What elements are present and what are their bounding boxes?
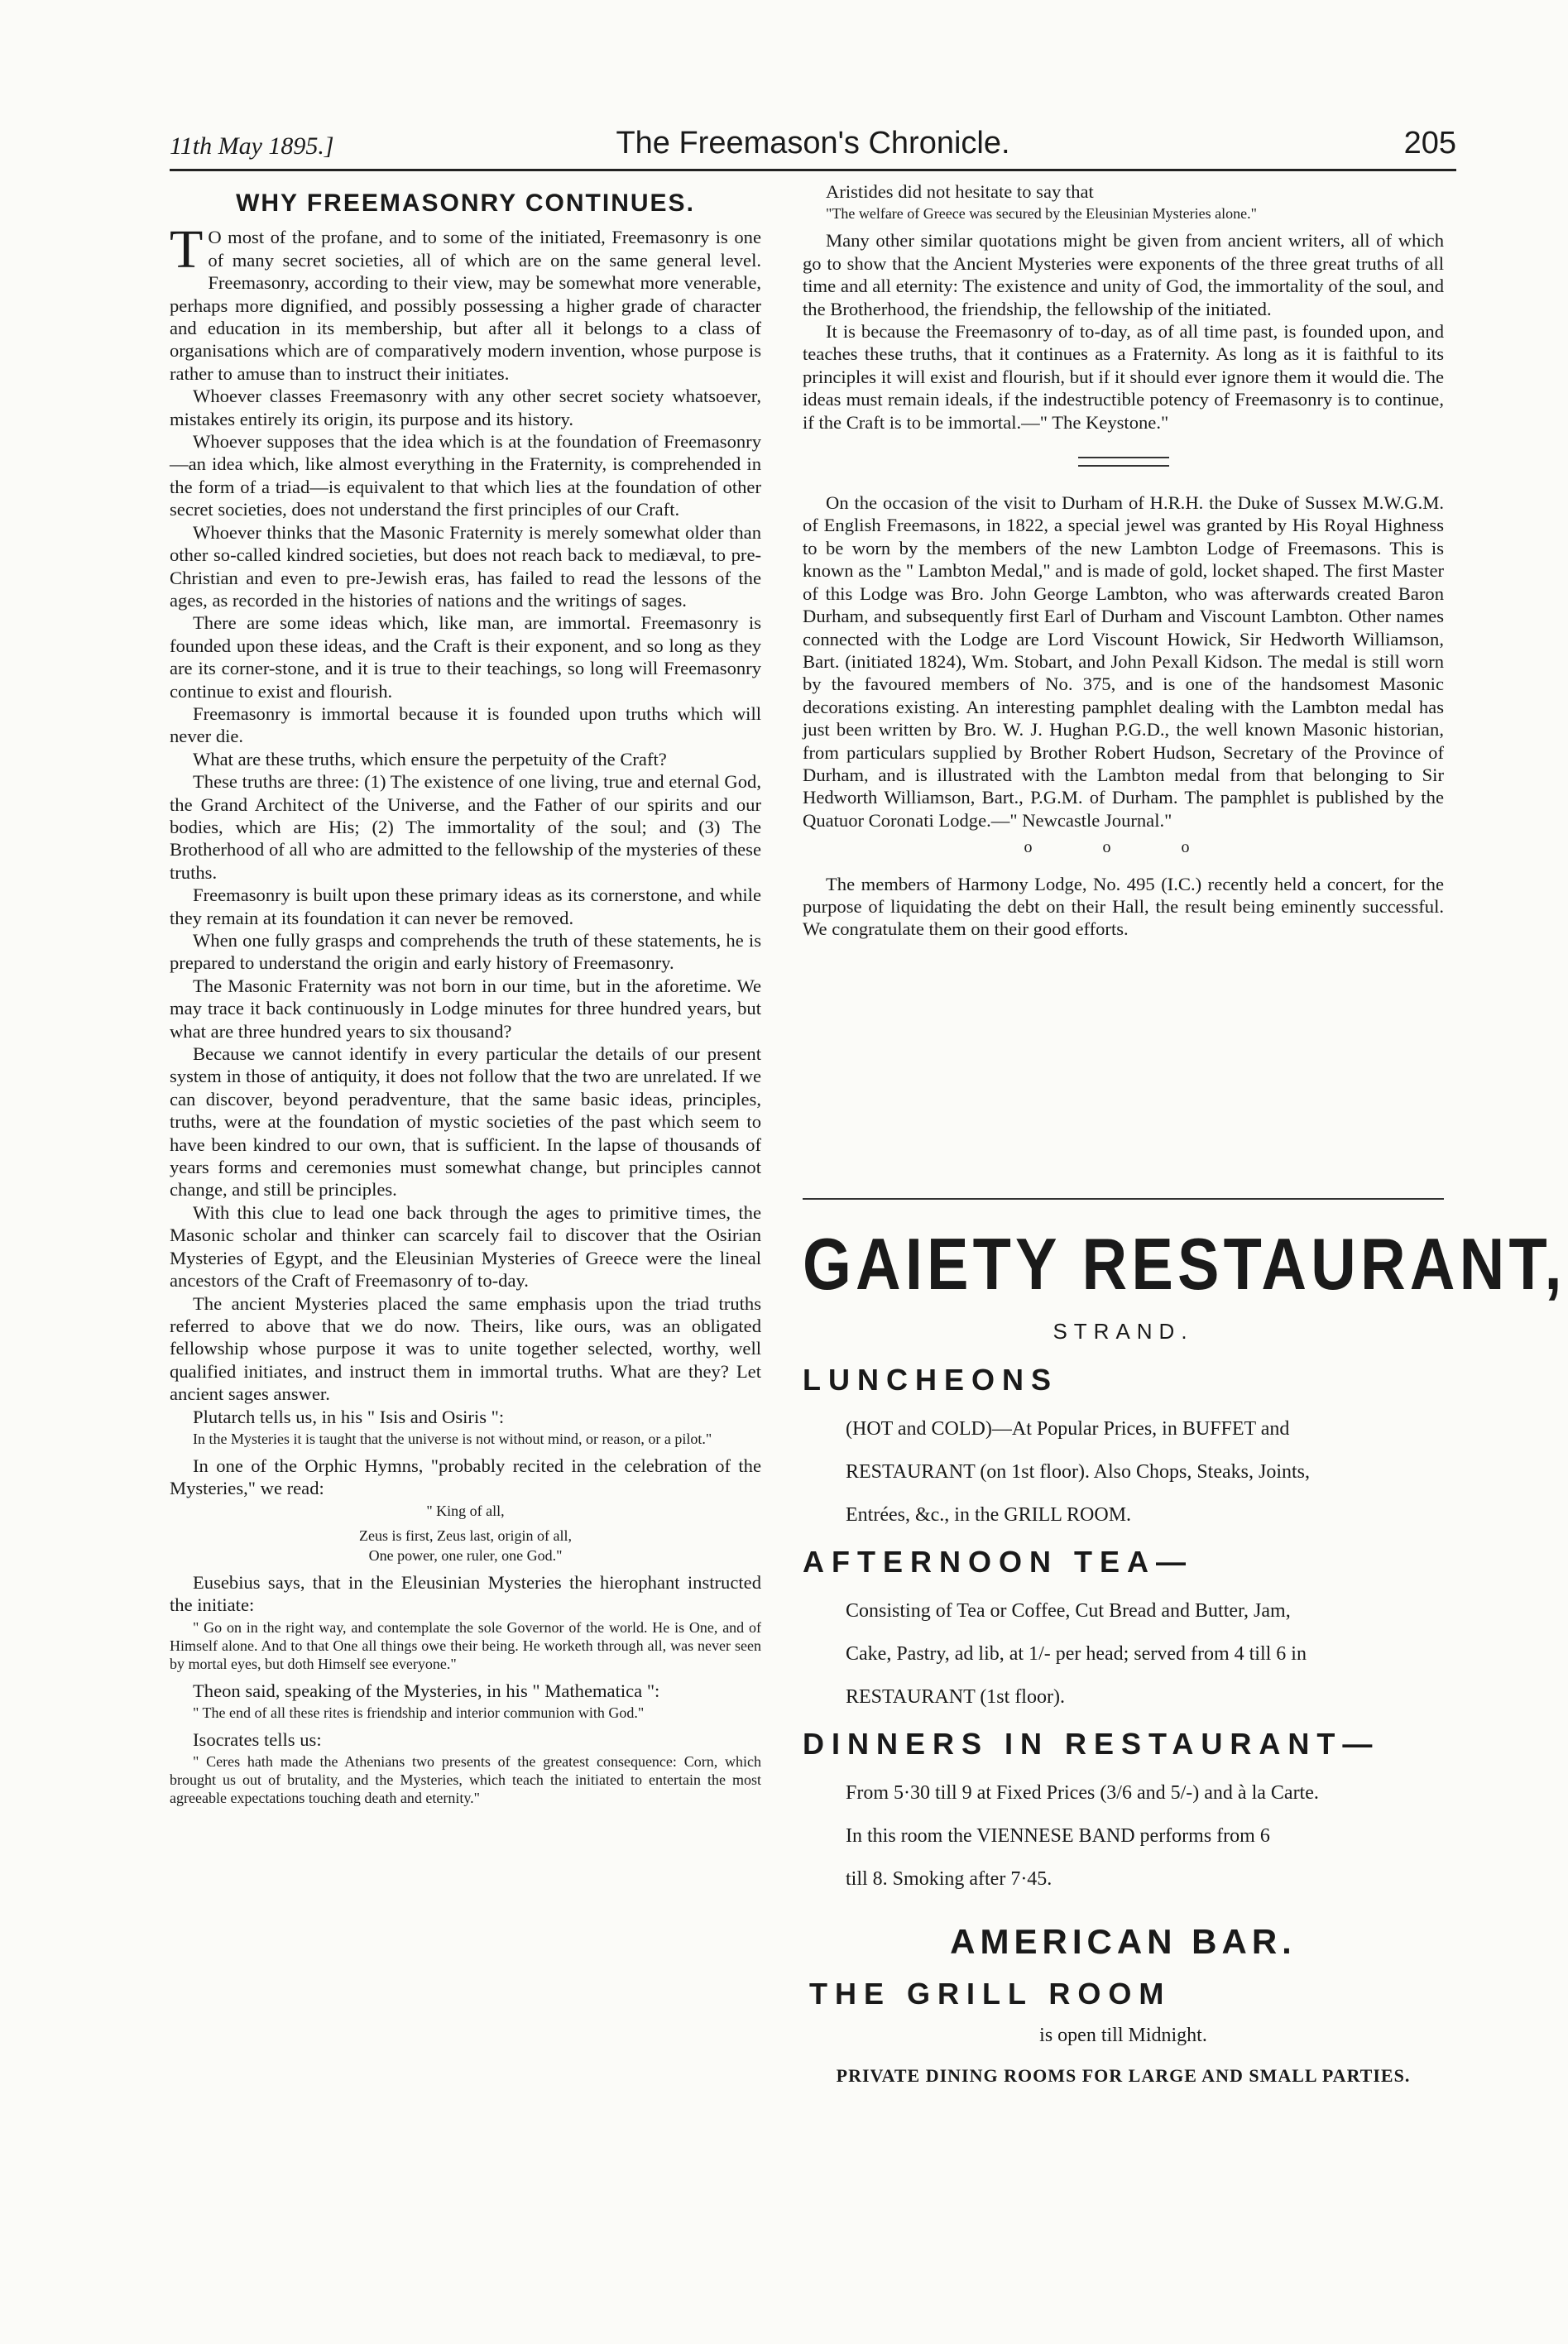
article-paragraph: Eusebius says, that in the Eleusinian Mysteries the hierophant instructed the initiate: [170,1571,761,1616]
block-quote: In the Mysteries it is taught that the universe is not without mind, or reason, or a pilot." [193,1430,712,1447]
advert-title: GAIETY RESTAURANT, [803,1223,1566,1305]
verse-line: One power, one ruler, one God." [368,1546,563,1564]
article-paragraph: In one of the Orphic Hymns, "probably recited in the celebration of the Mysteries," we read: [170,1455,761,1499]
article-paragraph: Whoever supposes that the idea which is at the foundation of Freemasonry—an idea which, like almost everything in the Fraternity, is comprehended in the form of a triad—is equivalent to that which lies at the foundation of other secret societies, does not understand the first principles of our Craft. [170,431,761,520]
article-paragraph: Whoever thinks that the Masonic Fraternity is merely somewhat older than other so-called kindred societies, but does not reach back to mediæval, to pre-Christian and even to pre-Jewish eras, has failed to read the lessons of the ages, as recorded in the histories of nations and the writings of sages. [170,521,761,611]
block-quote: " Ceres hath made the Athenians two presents of the greatest consequence: Corn, which brought us out of brutality, and the Mysteries, which teach the initiated to entertain the most agreeable expectations touching death and eternity." [170,1753,761,1807]
article-paragraph: There are some ideas which, like man, are immortal. Freemasonry is founded upon these ideas, and the Craft is their exponent, and so long as they are its corner-stone, and it is true to their teachings, so long will Freemasonry continue to exist and flourish. [170,612,761,702]
advert-line: (HOT and COLD)—At Popular Prices, in BUFFET and [846,1418,1290,1440]
verse-line: " King of all, [426,1502,505,1519]
newspaper-title: The Freemason's Chronicle. [616,126,1010,161]
advert-line: till 8. Smoking after 7·45. [846,1868,1053,1890]
article-paragraph: It is because the Freemasonry of to-day, as of all time past, is founded upon, and teaches these truths, that it continues as a Fraternity. As long as it is faithful to its principles it will exist and flourish, but if it should ever ignore them it would die. The ideas must remain ideals, if the indestructible potency of Freemasonry is to continue, if the Craft is to be immortal.—" The Keystone." [803,321,1444,433]
left-column-article [170,189,761,1814]
article-paragraph: Plutarch tells us, in his " Isis and Osiris ": [193,1406,505,1427]
article-title: WHY FREEMASONRY CONTINUES. [236,189,695,217]
article-paragraph: The Masonic Fraternity was not born in our time, but in the aforetime. We may trace it back continuously in Lodge minutes for three hundred years, but what are three hundred years to six thousand? [170,975,761,1042]
block-quote: "The welfare of Greece was secured by the Eleusinian Mysteries alone." [826,205,1257,223]
advert-line: In this room the VIENNESE BAND performs from 6 [846,1825,1270,1847]
dot-separator: o o o [1024,838,1223,857]
article-paragraph: Whoever classes Freemasonry with any other secret society whatsoever, mistakes entirely its origin, its purpose and its history. [170,386,761,429]
page-number: 205 [1403,126,1456,161]
header-rule [170,169,1456,171]
advert-body-tea [846,1589,1444,1718]
article-paragraph: Isocrates tells us: [193,1728,322,1750]
article-paragraph: With this clue to lead one back through the ages to primitive times, the Masonic scholar and thinker can scarcely fail to discover that the Osirian Mysteries of Egypt, and the Eleusinian Mysteries of Greece were the lineal ancestors of the Craft of Freemasonry of to-day. [170,1201,761,1292]
advert-private-rooms: PRIVATE DINING ROOMS FOR LARGE AND SMALL PARTIES. [836,2065,1411,2086]
article-paragraph: What are these truths, which ensure the perpetuity of the Craft? [193,748,667,769]
advert-body-dinners [846,1771,1444,1901]
advert-heading-grill-room: THE GRILL ROOM [809,1977,1172,2011]
advert-line: RESTAURANT (on 1st floor). Also Chops, Steaks, Joints, [846,1461,1310,1483]
advert-line: Entrées, &c., in the GRILL ROOM. [846,1504,1132,1526]
article-paragraph: Theon said, speaking of the Mysteries, in his " Mathematica ": [193,1680,660,1701]
right-column-articles [803,180,1444,941]
advert-heading-luncheons: LUNCHEONS [803,1363,1059,1397]
advert-heading-dinners: DINNERS IN RESTAURANT— [803,1727,1380,1761]
article-paragraph: Because we cannot identify in every particular the details of our present system in those of antiquity, it does not follow that the two are unrelated. If we can discover, beyond peradventure, that the same basic ideas, principles, truths, were at the foundation of mystic societies of the past which seem to have been kindred to our own, that is sufficient. In the lapse of thousands of years forms and ceremonies must somewhat change, but principles cannot change, and still be principles. [170,1043,761,1201]
article-paragraph: Many other similar quotations might be given from ancient writers, all of which go to show that the Ancient Mysteries were exponents of the three great truths of all time and all eternity: The existence and unity of God, the immortality of the soul, and the Brotherhood, the friendship, the fellowship of the initiated. [803,230,1444,319]
article-paragraph: The ancient Mysteries placed the same emphasis upon the triad truths referred to above that we do now. Theirs, like ours, was an obligated fellowship whose purpose it was to unite together selected, worthy, well qualified initiates, and instruct them in immortal truths. What are they? Let ancient sages answer. [170,1292,761,1405]
advert-line: RESTAURANT (1st floor). [846,1686,1065,1708]
verse-line: Zeus is first, Zeus last, origin of all, [359,1527,572,1544]
article-paragraph: Aristides did not hesitate to say that [826,181,1094,202]
advert-heading-tea: AFTERNOON TEA— [803,1545,1193,1579]
article-paragraph: These truths are three: (1) The existence of one living, true and eternal God, the Grand Architect of the Universe, and the Father of our spirits and our bodies, which are His; (2) The immortality of the soul; and (3) The Brotherhood of all who are admitted to the fellowship of the mysteries of these truths. [170,771,761,883]
issue-date: 11th May 1895.] [170,132,334,160]
block-quote: " The end of all these rites is friendship and interior communion with God." [193,1704,645,1721]
advert-grill-hours: is open till Midnight. [1039,2025,1207,2046]
advert-line: Consisting of Tea or Coffee, Cut Bread and Butter, Jam, [846,1600,1291,1622]
article-paragraph: T O most of the profane, and to some of the initiated, Freemasonry is one of many secret societies, all of which are on the same general level. Freemasonry, according to their view, may be somewhat more venerable, perhaps more dignified, and possibly possessing a higher grade of character and education in its membership, but after all it belongs to a class of organisations which are of comparatively modern invention, whose purpose is rather to amuse than to instruct their initiates. [170,219,761,384]
gaiety-restaurant-advert [803,1223,1566,2087]
article-paragraph: Freemasonry is built upon these primary ideas as its cornerstone, and while they remain at its foundation it can never be removed. [170,884,761,928]
article-paragraph: The members of Harmony Lodge, No. 495 (I.C.) recently held a concert, for the purpose of liquidating the debt on their Hall, the result being eminently successful. We congratulate them on their good efforts. [803,873,1444,940]
advert-line: Cake, Pastry, ad lib, at 1/- per head; served from 4 till 6 in [846,1643,1307,1665]
advert-body-luncheons [846,1407,1444,1536]
advert-american-bar: AMERICAN BAR. [950,1922,1297,1961]
drop-cap: T [170,219,204,280]
advert-subtitle: STRAND. [1053,1319,1194,1344]
section-separator [1078,457,1169,467]
article-paragraph: On the occasion of the visit to Durham of H.R.H. the Duke of Sussex M.W.G.M. of English Freemasons, in 1822, a special jewel was granted by His Royal Highness to be worn by the members of the new Lambton Lodge of Freemasons. This is known as the " Lambton Medal," and is made of gold, locket shaped. The first Master of this Lodge was Bro. John George Lambton, who was afterwards created Baron Durham, and subsequently first Earl of Durham and Viscount Lambton. Other names connected with the Lodge are Lord Viscount Howick, Sir Hedworth Williamson, Bart. (initiated 1824), Wm. Stobart, and John Pexall Kidson. The medal is still worn by the favoured members of No. 375, and is one of the handsomest Masonic decorations existing. An interesting pamphlet dealing with the Lambton medal has just been written by Bro. W. J. Hughan P.G.D., the well known Masonic historian, from particulars supplied by Brother Robert Hudson, Secretary of the Province of Durham, and is illustrated with the Lambton medal from that belonging to Sir Hedworth Williamson, Bart., P.G.M. of Durham. The pamphlet is published by the Quatuor Coronati Lodge.—" Newcastle Journal." [803,492,1444,831]
article-paragraph: Freemasonry is immortal because it is founded upon truths which will never die. [170,702,761,747]
block-quote: " Go on in the right way, and contemplate the sole Governor of the world. He is One, and of Himself alone. And to that One all things owe their being. He worketh through all, was never seen by mortal eyes, but doth Himself see everyone." [170,1618,761,1672]
advert-line: From 5·30 till 9 at Fixed Prices (3/6 and 5/-) and à la Carte. [846,1782,1319,1804]
advert-rule [803,1198,1444,1200]
page-header [170,126,1456,165]
article-paragraph: When one fully grasps and comprehends the truth of these statements, he is prepared to understand the origin and early history of Freemasonry. [170,930,761,974]
